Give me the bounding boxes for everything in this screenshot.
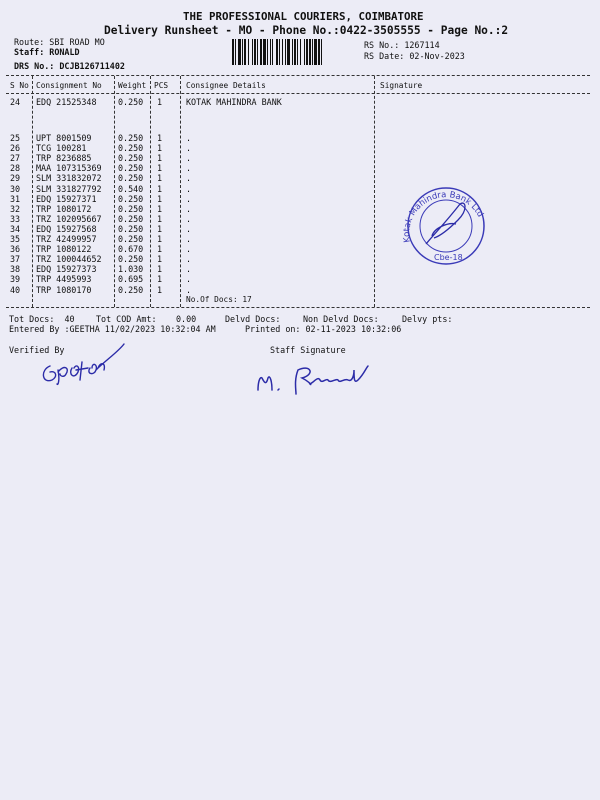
cell-cno: EDQ 15927568 [36,223,97,234]
col-header-consignee: Consignee Details [186,81,266,90]
cell-cno: TRZ 42499957 [36,234,97,244]
cell-weight: 0.250 [118,173,144,184]
cell-cno: TRZ 102095667 [36,213,102,224]
cell-weight: 0.250 [118,133,144,143]
table-header-rule [6,93,590,94]
col-header-signature: Signature [380,81,423,90]
cell-weight: 0.250 [118,163,144,174]
verified-signature-icon [36,340,128,386]
cell-sno: 39 [10,274,21,285]
cell-weight: 0.670 [118,244,144,255]
rs-number: RS No.: 1267114 [364,40,440,50]
cell-details: . [186,264,192,275]
cell-details: . [186,244,192,255]
cell-weight: 0.250 [118,153,144,164]
delvd-docs: Delvd Docs: [225,314,281,324]
cell-pcs: 1 [157,244,163,255]
col-divider [32,76,33,307]
cell-weight: 0.540 [118,183,144,194]
verified-by-label: Verified By [9,345,65,355]
cell-pcs: 1 [157,97,163,107]
stamp-city: Cbe-18 [434,253,463,262]
cell-pcs: 1 [157,213,163,224]
cell-cno: EDQ 15927373 [36,264,97,275]
table-top-rule [6,75,590,76]
cell-pcs: 1 [157,254,163,265]
cell-pcs: 1 [157,183,163,194]
staff-signature-label: Staff Signature [270,345,346,355]
tot-docs: Tot Docs: 40 [9,314,75,324]
cell-cno: UPT 8001509 [36,133,92,143]
cell-weight: 0.250 [118,143,144,154]
cell-details: . [186,284,192,295]
cell-sno: 24 [10,97,21,107]
rs-date: RS Date: 02-Nov-2023 [364,51,465,61]
cell-sno: 36 [10,244,21,255]
table-bottom-rule [6,307,590,308]
col-header-pcs: PCS [154,81,169,90]
cell-cno: TRZ 100044652 [36,254,102,265]
cell-cno: TRP 8236885 [36,153,92,164]
company-title: THE PROFESSIONAL COURIERS, COIMBATORE [183,10,424,23]
cell-weight: 0.250 [118,234,144,244]
cell-sno: 29 [10,173,21,184]
cell-weight: 1.030 [118,264,144,275]
bank-stamp-icon [396,182,496,268]
col-header-weight: Weight [118,81,147,90]
cell-pcs: 1 [157,193,163,204]
cell-details: . [186,173,192,184]
cell-cno: SLM 331832072 [36,173,102,184]
cell-pcs: 1 [157,234,163,244]
cell-weight: 0.250 [118,97,144,107]
cell-cno: TRP 1080170 [36,284,92,295]
barcode-icon [232,39,360,65]
cell-sno: 38 [10,264,21,275]
cell-pcs: 1 [157,163,163,174]
cell-details: . [186,133,192,143]
cell-sno: 40 [10,284,21,295]
cell-weight: 0.250 [118,254,144,265]
cell-sno: 27 [10,153,21,164]
cell-sno: 30 [10,183,21,194]
cell-details: . [186,143,192,154]
cell-pcs: 1 [157,153,163,164]
cell-cno: EDQ 21525348 [36,97,97,107]
cell-weight: 0.250 [118,223,144,234]
tot-cod-label: Tot COD Amt: [96,314,157,324]
cell-pcs: 1 [157,173,163,184]
printed-on: Printed on: 02-11-2023 10:32:06 [245,324,402,334]
cell-sno: 35 [10,234,21,244]
cell-sno: 28 [10,163,21,174]
runsheet-subtitle: Delivery Runsheet - MO - Phone No.:0422-3505555 - Page No.:2 [104,24,509,37]
cell-details: . [186,193,192,204]
cell-details: . [186,153,192,164]
cell-pcs: 1 [157,143,163,154]
col-divider [114,76,115,307]
cell-sno: 31 [10,193,21,204]
non-delvd-docs: Non Delvd Docs: [303,314,379,324]
cell-details: . [186,254,192,265]
entered-by: Entered By :GEETHA 11/02/2023 10:32:04 AM [9,324,216,334]
cell-sno: 37 [10,254,21,265]
cell-sno: 34 [10,223,21,234]
cell-details: . [186,234,192,244]
cell-sno: 33 [10,213,21,224]
stamp-text: Kotak Mahindra Bank Ltd [402,190,486,244]
cell-details: . [186,183,192,194]
cell-weight: 0.250 [118,213,144,224]
cell-weight: 0.695 [118,274,144,285]
cell-weight: 0.250 [118,284,144,295]
cell-pcs: 1 [157,284,163,295]
cell-weight: 0.250 [118,193,144,204]
cell-pcs: 1 [157,203,163,214]
drs-number: DRS No.: DCJB126711402 [14,61,125,71]
cell-pcs: 1 [157,274,163,285]
cell-details: . [186,163,192,174]
cell-sno: 25 [10,133,21,143]
tot-cod-value: 0.00 [176,314,197,324]
cell-details: . [186,223,192,234]
cell-pcs: 1 [157,264,163,275]
cell-pcs: 1 [157,133,163,143]
cell-cno: SLM 331827792 [36,183,102,194]
cell-cno: MAA 107315369 [36,163,102,174]
cell-details: . [186,203,192,214]
col-divider [374,76,375,307]
cell-cno: EDQ 15927371 [36,193,97,204]
cell-cno: TRP 1080172 [36,203,92,214]
staff-label: Staff: RONALD [14,47,80,57]
cell-details: . [186,213,192,224]
cell-details: KOTAK MAHINDRA BANK [186,97,282,107]
col-header-consignment: Consignment No [36,81,102,90]
cell-cno: TRP 4495993 [36,274,92,285]
col-header-sno: S No [10,81,29,90]
cell-sno: 26 [10,143,21,154]
cell-details: . [186,274,192,285]
cell-cno: TRP 1080122 [36,244,92,255]
col-divider [180,76,181,307]
delvy-pts: Delvy pts: [402,314,453,324]
cell-cno: TCG 100281 [36,143,87,154]
cell-sno: 32 [10,203,21,214]
route-label: Route: SBI ROAD MO [14,37,105,47]
col-divider [150,76,151,307]
cell-pcs: 1 [157,223,163,234]
cell-weight: 0.250 [118,203,144,214]
staff-signature-icon [250,356,390,398]
no-of-docs: No.Of Docs: 17 [186,295,252,304]
